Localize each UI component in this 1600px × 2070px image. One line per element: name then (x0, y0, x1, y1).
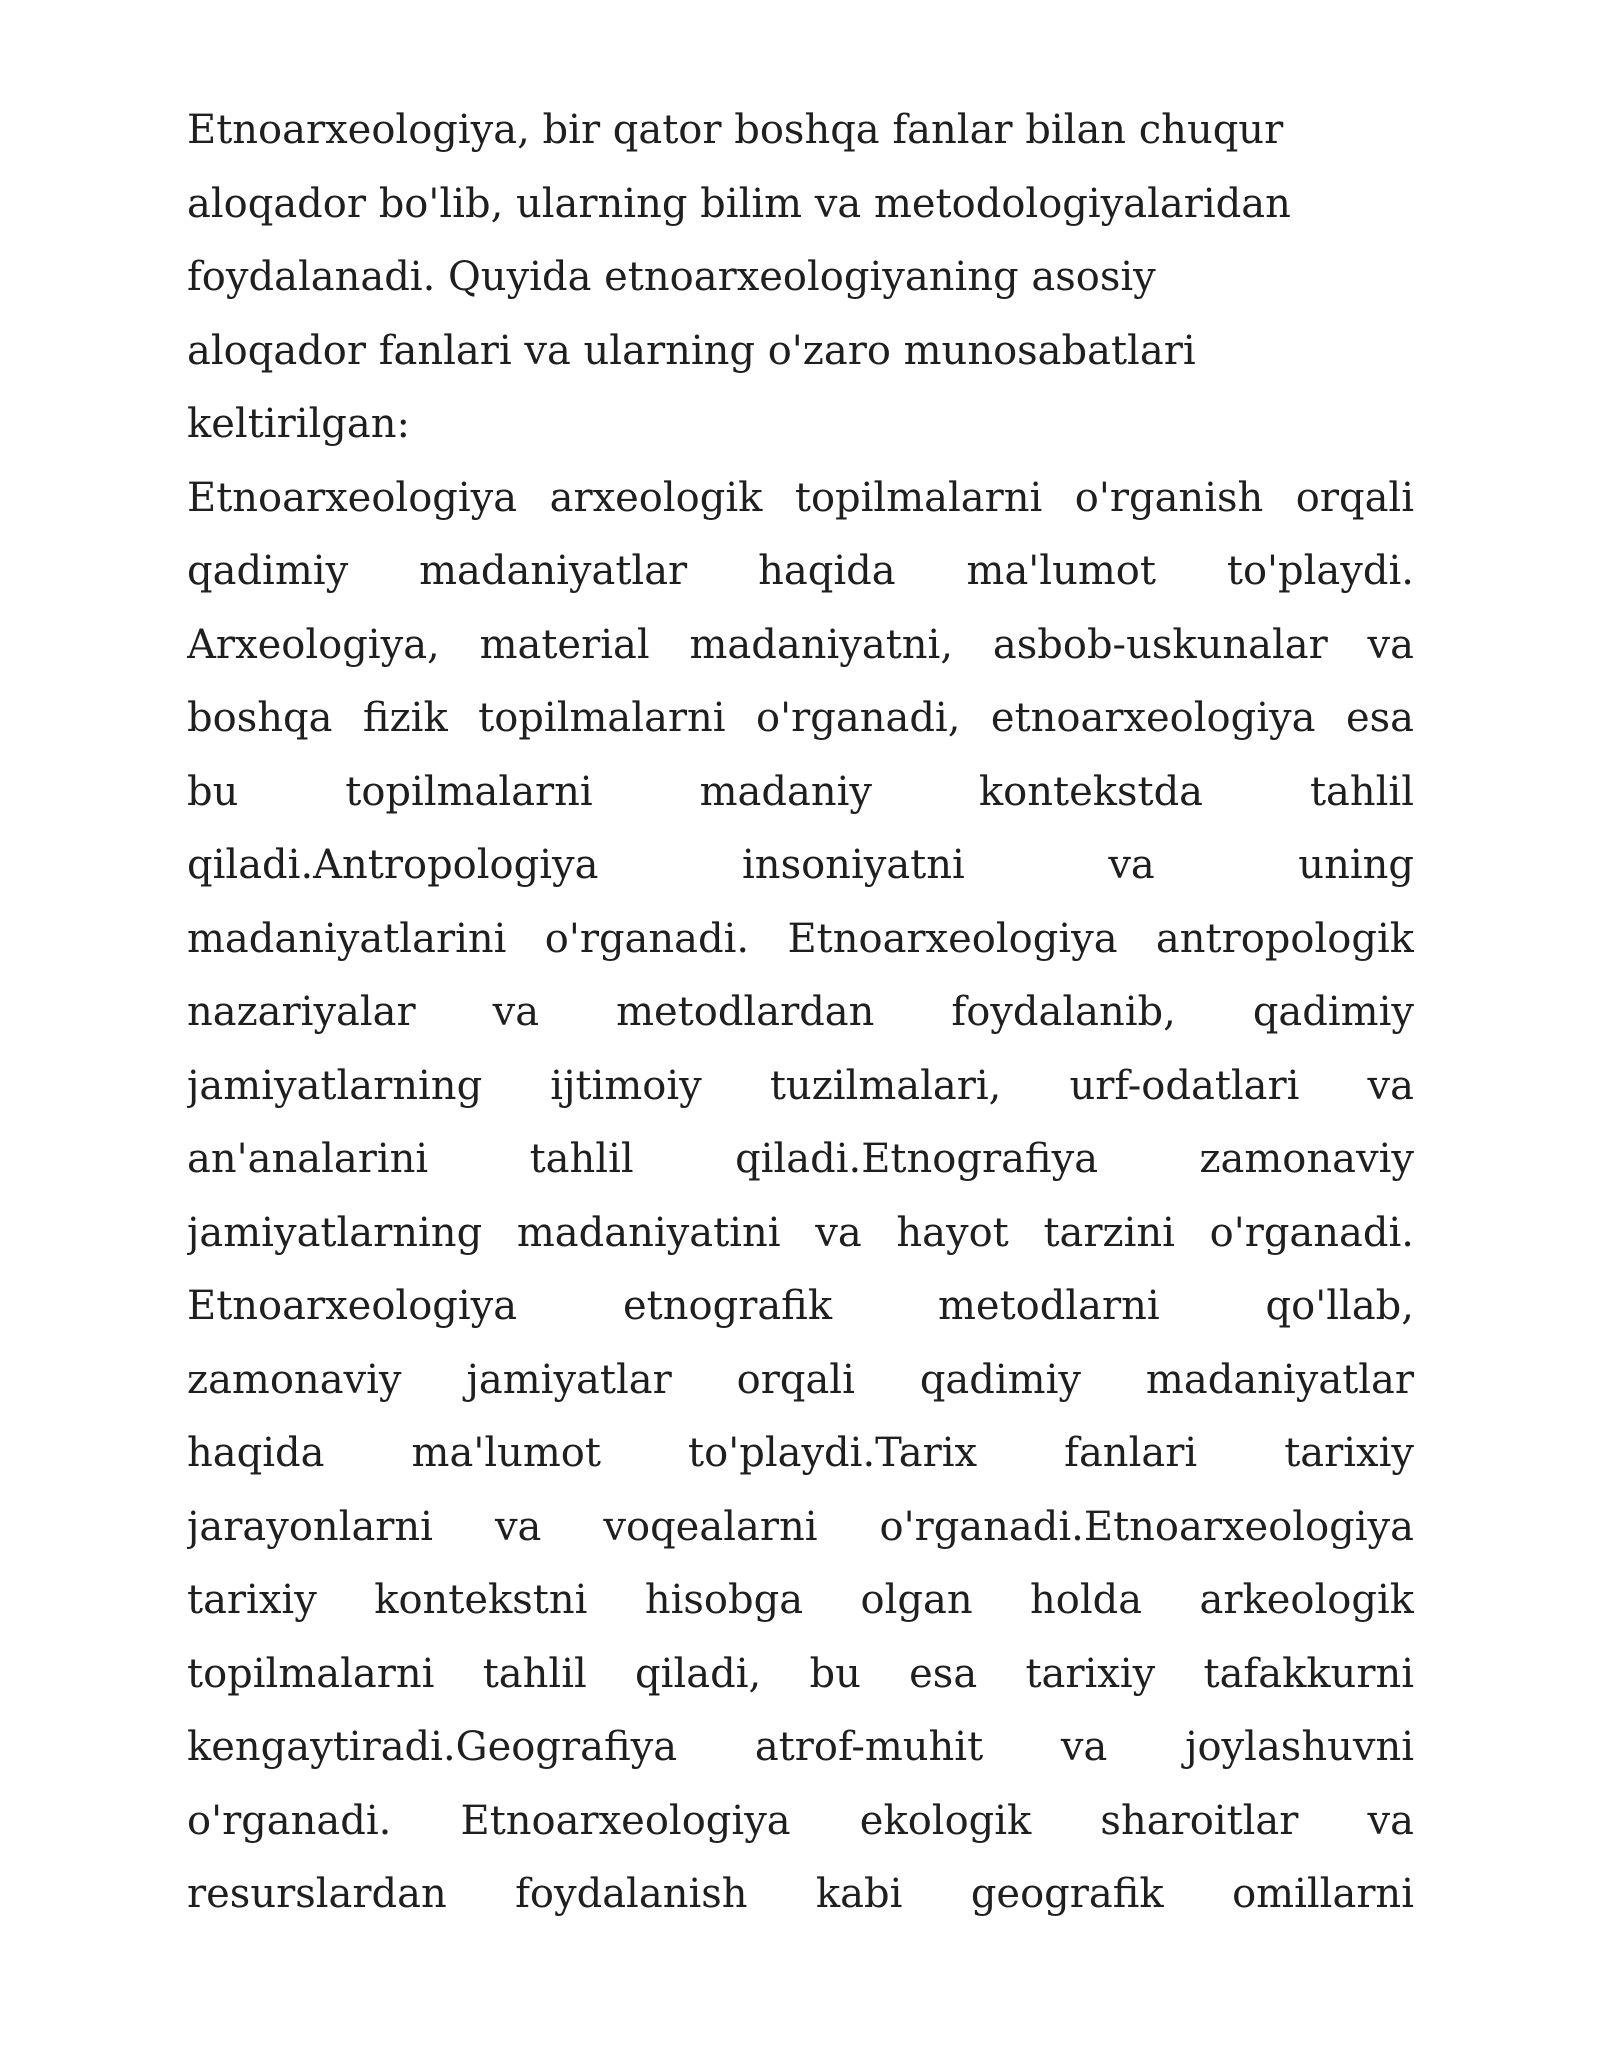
text-line: aloqador fanlari va ularning o'zaro munosabatlari (187, 327, 1196, 374)
text-line: Etnoarxeologiya, bir qator boshqa fanlar bilan chuqur (187, 107, 1284, 153)
text-line: an'analarini tahlil qiladi.Etnografiya zamonaviy (187, 1136, 1414, 1182)
text-line: o'rganadi. Etnoarxeologiya ekologik sharoitlar va (187, 1797, 1414, 1844)
text-line: foydalanadi. Quyida etnoarxeologiyaning asosiy (187, 254, 1156, 300)
text-line: jamiyatlarning madaniyatini va hayot tarzini o'rganadi. (187, 1209, 1414, 1256)
text-line: qiladi.Antropologiya insoniyatni va uning (187, 842, 1414, 888)
text-line: madaniyatlarini o'rganadi. Etnoarxeologiya antropologik (187, 915, 1414, 962)
text-line: resurslardan foydalanish kabi geografik omillarni (187, 1871, 1414, 1917)
text-line: bu topilmalarni madaniy kontekstda tahlil (187, 768, 1414, 815)
text-line: zamonaviy jamiyatlar orqali qadimiy madaniyatlar (187, 1356, 1414, 1403)
text-line: topilmalarni tahlil qiladi, bu esa tarixiy tafakkurni (187, 1650, 1414, 1697)
text-line: qadimiy madaniyatlar haqida ma'lumot to'playdi. (187, 548, 1414, 594)
text-line: aloqador bo'lib, ularning bilim va metodologiyalaridan (187, 180, 1291, 227)
document-page (187, 94, 1414, 1932)
text-line: keltirilgan: (187, 401, 410, 447)
text-line: boshqa fizik topilmalarni o'rganadi, etnoarxeologiya esa (187, 695, 1414, 741)
text-line: haqida ma'lumot to'playdi.Tarix fanlari tarixiy (187, 1430, 1414, 1476)
text-line: jarayonlarni va voqealarni o'rganadi.Etnoarxeologiya (187, 1503, 1414, 1550)
text-line: kengaytiradi.Geografiya atrof-muhit va joylashuvni (187, 1724, 1414, 1770)
body-paragraph (187, 462, 1414, 1932)
intro-paragraph (187, 94, 1414, 462)
text-line: nazariyalar va metodlardan foydalanib, qadimiy (187, 989, 1414, 1035)
text-line: jamiyatlarning ijtimoiy tuzilmalari, urf-odatlari va (187, 1062, 1414, 1109)
text-line: Etnoarxeologiya etnografik metodlarni qo'llab, (187, 1283, 1414, 1329)
text-line: Arxeologiya, material madaniyatni, asbob-uskunalar va (187, 621, 1414, 668)
text-line: tarixiy kontekstni hisobga olgan holda arkeologik (187, 1577, 1414, 1623)
text-line: Etnoarxeologiya arxeologik topilmalarni o'rganish orqali (187, 474, 1414, 521)
